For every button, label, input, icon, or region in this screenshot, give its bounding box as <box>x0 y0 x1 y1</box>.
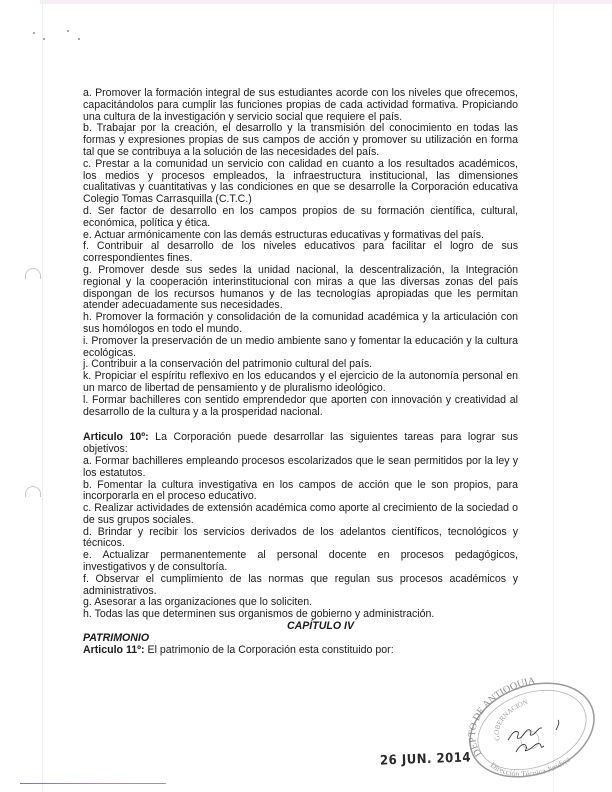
list-item: d. Ser factor de desarrollo en los campos propios de su formación científica, cultural, económica, política y ética. <box>83 204 518 229</box>
handwritten-signature <box>508 720 559 752</box>
list-item: h. Todas las que determinen sus organismos de gobierno y administración. <box>83 608 435 621</box>
article-10-heading: Articulo 10º: <box>83 431 149 444</box>
scan-edge-tint <box>40 0 612 4</box>
article-10-intro-text: La Corporación puede desarrollar las siguientes tareas para lograr sus objetivos: <box>83 431 518 456</box>
list-item: c. Realizar actividades de extensión académica como aporte al crecimiento de la sociedad o de sus grupos sociales. <box>83 502 518 526</box>
section-title: PATRIMONIO <box>83 631 150 644</box>
list-item: a. Formar bachilleres empleando procesos escolarizados que le sean permitidos por la ley y los estatutos. <box>83 454 518 479</box>
list-item: l. Formar bachilleres con sentido emprendedor que aporten con innovación y creatividad al desarrollo de la cultura y a la prosperidad nacional. <box>83 393 518 418</box>
seal-bottom-text: Dirección Técnica Jurídica <box>488 754 572 779</box>
list-item: g. Promover desde sus sedes la unidad nacional, la descentralización, la Integración regional y la cooperación interinstitucional con miras a que las diversas zonas del país dispongan de los recursos humanos y de las tecnologías apropiadas que les permitan atender adecuadamente sus necesidades. <box>83 263 518 312</box>
seal-top-text: DEPTO DE ANTIOQUIA <box>467 675 536 759</box>
date-stamp: 26 JUN. 2014 <box>379 750 472 769</box>
scan-speck <box>33 32 35 34</box>
list-item: f. Contribuir al desarrollo de los niveles educativos para facilitar el logro de sus correspondientes fines. <box>83 240 518 265</box>
list-item: b. Trabajar por la creación, el desarrollo y la transmisión del conocimiento en todas las formas y expresiones propias de sus campos de acción y promover su utilización en forma tal que se contribuya a la solución de las necesidades del país. <box>83 122 518 158</box>
article-11-text: El patrimonio de la Corporación esta constituido por: <box>144 643 394 656</box>
seal-stamp <box>460 668 600 780</box>
list-item: h. Promover la formación y consolidación de la comunidad académica y la articulación con sus homólogos en todo el mundo. <box>83 311 518 335</box>
seal-inner-text: GOBERNACION <box>492 698 530 742</box>
list-item: j. Contribuir a la conservación del patrimonio cultural del país. <box>83 358 373 371</box>
list-item: e. Actualizar permanentemente al personal docente en procesos pedagógicos, investigativos y de consultoría. <box>83 549 518 574</box>
article-10-list <box>83 456 518 621</box>
scan-speck <box>43 38 45 40</box>
list-item: f. Observar el cumplimiento de las normas que regulan sus procesos académicos y administrativos. <box>83 572 518 597</box>
scan-fold-line <box>42 0 43 792</box>
article-11 <box>83 645 518 657</box>
scan-bottom-line <box>20 783 166 784</box>
document-body <box>83 88 518 656</box>
list-item: k. Propiciar el espíritu reflexivo en los educandos y el ejercicio de la autonomía personal en un marco de libertad de pensamiento y de pluralismo ideológico. <box>83 370 518 394</box>
scan-speck <box>67 30 69 32</box>
article-11-heading: Articulo 11º: <box>83 643 145 656</box>
list-item: b. Fomentar la cultura investigativa en los campos de acción que le son propios, para incorporarla en el proceso educativo. <box>83 478 518 503</box>
list-item: e. Actuar armónicamente con las demás estructuras educativas y formativas del país. <box>83 228 484 241</box>
article-9-list <box>83 88 518 418</box>
list-item: i. Promover la preservación de un medio ambiente sano y fomentar la educación y la cultura ecológicas. <box>83 334 518 359</box>
list-item: d. Brindar y recibir los servicios derivados de los adelantos científicos, tecnológicos y técnicos. <box>83 525 518 550</box>
article-10-intro <box>83 432 518 456</box>
scan-speck <box>78 38 80 40</box>
punch-hole-mark <box>25 486 41 497</box>
punch-hole-mark <box>25 268 41 279</box>
chapter-title: CAPÍTULO IV <box>286 620 355 633</box>
list-item: g. Asesorar a las organizaciones que lo soliciten. <box>83 596 313 609</box>
list-item: a. Promover la formación integral de sus estudiantes acorde con los niveles que ofrecemos, capacitándolos para cumplir las funciones propias de cada actividad formativa. Propiciando una cultura de la investigación y servicio social que requiere el país. <box>83 87 518 123</box>
list-item: c. Prestar a la comunidad un servicio con calidad en cuanto a los resultados académicos, los medios y procesos empleados, la infraestructura institucional, las dimensiones cualitativas y cuantitativas y las condiciones en que se desarrolle la Corporación educativa Colegio Tomas Carrasquilla (C.T.C.) <box>83 157 518 206</box>
